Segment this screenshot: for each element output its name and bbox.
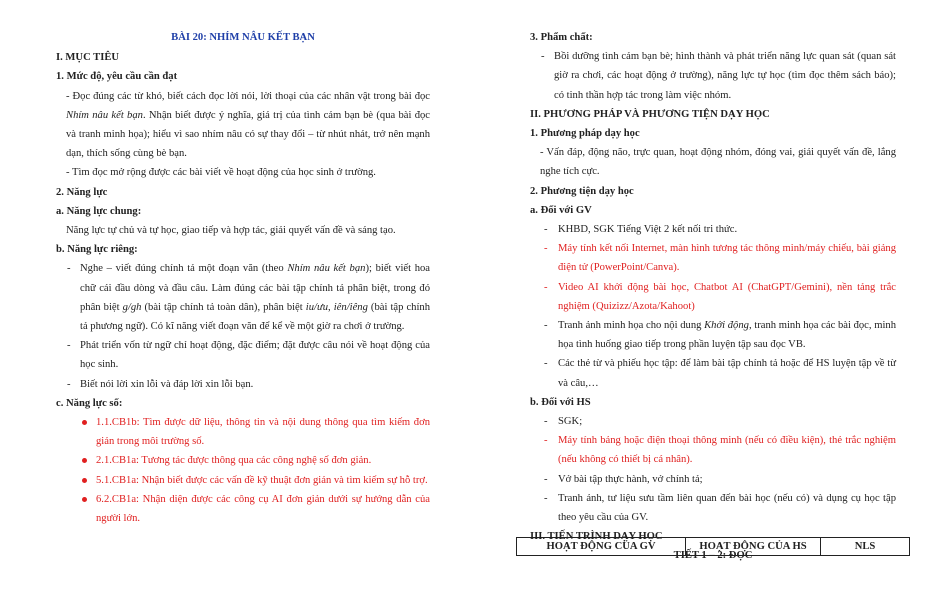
period-heading: TIẾT 1 – 2: ĐỌC xyxy=(673,550,753,562)
student-item-2: - Máy tính bảng hoặc điện thoại thông minh (nếu có điều kiện), thẻ trắc nghiệm (nếu không có thiết bị cá nhân). xyxy=(544,435,896,466)
heading-for-students: b. Đối với HS xyxy=(530,396,591,408)
heading-requirements: 1. Mức độ, yêu cầu cần đạt xyxy=(56,71,178,83)
heading-teaching-means: 2. Phương tiện dạy học xyxy=(530,185,634,197)
student-item-3: - Vở bài tập thực hành, vở chính tả; xyxy=(544,473,703,485)
table-header-row xyxy=(517,538,910,556)
qualities-text: - Bồi dưỡng tình cảm bạn bè; hình thành và phát triển năng lực quan sát (quan sát giờ ra chơi, các hoạt động ở trường), năng lực tự học (tìm đọc thêm sách báo); có tinh thần hợp tác trong làm việc nhóm. xyxy=(541,51,896,101)
heading-general-competence: a. Năng lực chung: xyxy=(56,205,142,217)
digital-item-2: 2.1.CB1a: Tương tác được thông qua các công nghệ số đơn giản. xyxy=(56,451,430,470)
heading-competence: 2. Năng lực xyxy=(56,186,108,198)
general-competence-text: Năng lực tự chủ và tự học, giao tiếp và hợp tác, giải quyết vấn đề và sáng tạo. xyxy=(66,225,396,237)
digital-item-1: 1.1.CB1b: Tìm được dữ liệu, thông tin và nội dung thông qua tìm kiếm đơn giản trong môi trường số. xyxy=(56,413,430,451)
header-teacher-activity: HOẠT ĐỘNG CỦA GV xyxy=(517,538,686,556)
heading-digital-competence: c. Năng lực số: xyxy=(56,397,123,409)
section-procedure: III. TIẾN TRÌNH DẠY HỌC xyxy=(530,531,663,543)
section-methods: II. PHƯƠNG PHÁP VÀ PHƯƠNG TIỆN DẠY HỌC xyxy=(530,108,770,120)
specific-item-1: - Nghe – viết đúng chính tả một đoạn văn (theo Nhím nâu kết bạn); biết viết hoa chữ cái đầu dòng và đầu câu. Làm đúng các bài tập chính tả phân biệt, trong đó phân biệt g/gh (bài tập chính tả toàn dân), phân biệt iu/ưu, iên/iêng (bài tập chính tả phương ngữ). Có kĩ năng viết đoạn văn để kể về một giờ ra chơi ở trường. xyxy=(67,263,431,333)
teacher-item-3: - Video AI khởi động bài học, Chatbot AI (ChatGPT/Gemini), nền tảng trắc nghiệm (Quizizz/Azota/Kahoot) xyxy=(544,281,896,312)
teacher-item-2: - Máy tính kết nối Internet, màn hình tương tác thông minh/máy chiếu, bài giảng điện tử (PowerPoint/Canva). xyxy=(544,243,896,274)
specific-item-3: - Biết nói lời xin lỗi và đáp lời xin lỗi bạn. xyxy=(67,378,254,390)
student-item-1: - SGK; xyxy=(544,416,583,428)
digital-item-4: 6.2.CB1a: Nhận diện được các công cụ AI đơn giản dưới sự hướng dẫn của người lớn. xyxy=(56,490,430,528)
teacher-item-1: - KHBD, SGK Tiếng Việt 2 kết nối tri thức. xyxy=(544,224,738,236)
heading-specific-competence: b. Năng lực riêng: xyxy=(56,244,138,256)
left-column xyxy=(56,0,430,528)
requirement-paragraph-2: - Tìm đọc mở rộng được các bài viết về hoạt động của học sinh ở trường. xyxy=(66,167,376,179)
teaching-methods-text: - Vấn đáp, động não, trực quan, hoạt động nhóm, đóng vai, giải quyết vấn đề, lắng nghe tích cực. xyxy=(540,147,896,178)
requirement-paragraph-1: - Đọc đúng các từ khó, biết cách đọc lời nói, lời thoại của các nhân vật trong bài đọc Nhím nâu kết bạn. Nhận biết được ý nghĩa, giá trị của tình cảm bạn bè (qua bài đọc và tranh minh họa); hiểu vì sao nhím nâu có sự thay đổi – từ nhút nhát, trở nên mạnh dạn, thích sống cùng bè bạn. xyxy=(66,90,430,160)
digital-item-3: 5.1.CB1a: Nhận biết được các vấn đề kỹ thuật đơn giản và tìm kiếm sự hỗ trợ. xyxy=(56,471,430,490)
header-nls: NLS xyxy=(821,538,910,556)
header-student-activity: HOẠT ĐỘNG CỦA HS xyxy=(686,538,821,556)
lesson-title: BÀI 20: NHÍM NÂU KẾT BẠN xyxy=(171,32,315,43)
right-column xyxy=(530,0,896,566)
specific-item-2: - Phát triển vốn từ ngữ chỉ hoạt động, đặc điểm; đặt được câu nói về hoạt động của học sinh. xyxy=(67,340,430,371)
heading-for-teacher: a. Đối với GV xyxy=(530,204,592,216)
teacher-item-5: - Các thẻ từ và phiếu học tập: để làm bài tập chính tả hoặc để HS luyện tập về từ và câu,… xyxy=(544,358,896,389)
teacher-item-4: - Tranh ảnh minh họa cho nội dung Khởi động, tranh minh họa các bài đọc, minh họa tình huống giao tiếp trong phần luyện tập sau đọc VB. xyxy=(544,320,896,351)
section-objectives: I. MỤC TIÊU xyxy=(56,52,120,64)
student-item-4: - Tranh ảnh, tư liệu sưu tầm liên quan đến bài học (nếu có) và dụng cụ học tập theo yêu cầu của GV. xyxy=(544,492,896,524)
activity-table xyxy=(516,537,910,556)
heading-qualities: 3. Phẩm chất: xyxy=(530,32,593,43)
heading-teaching-methods: 1. Phương pháp dạy học xyxy=(530,128,640,140)
